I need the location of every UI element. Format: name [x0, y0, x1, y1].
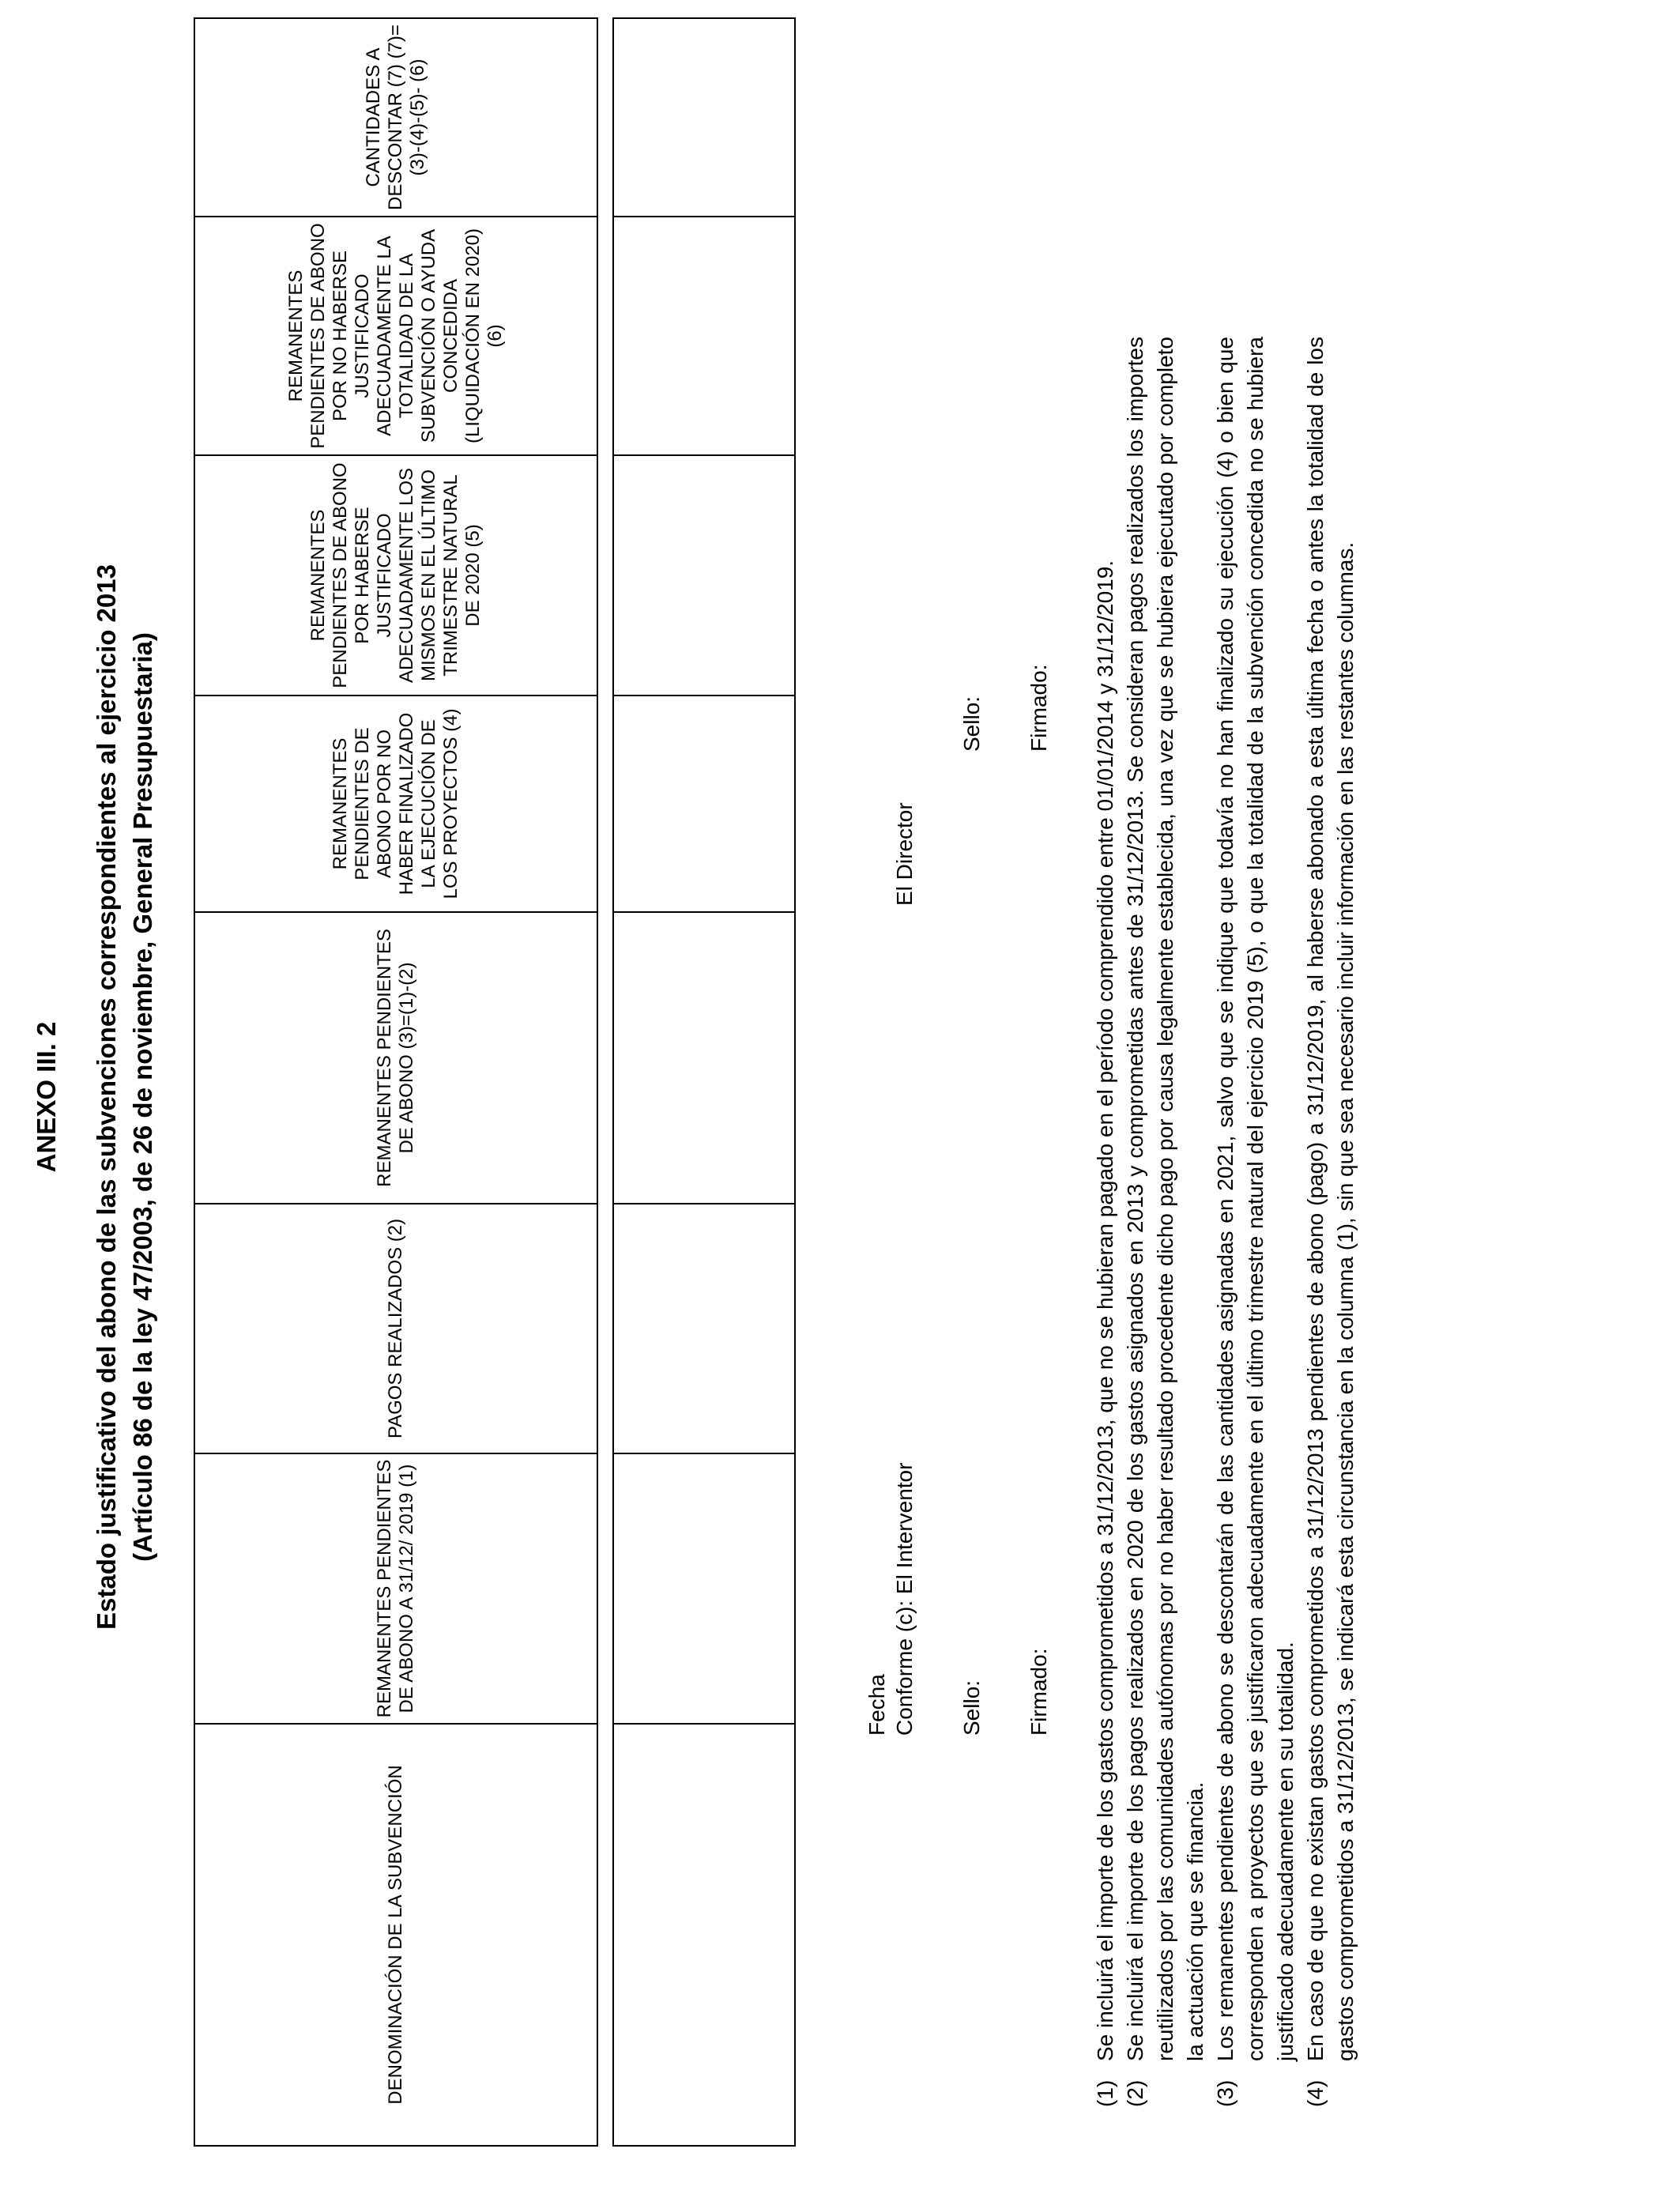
director-label: El Director — [892, 802, 917, 906]
table-row — [613, 18, 795, 2146]
table-cell[interactable] — [613, 217, 795, 455]
table-cell[interactable] — [613, 1204, 795, 1453]
title-line-1: Estado justificativo del abono de las subvenciones correspondientes al ejercicio 2013 — [92, 564, 121, 1630]
data-table — [612, 17, 796, 2147]
footnote — [1301, 337, 1361, 2107]
document-title — [89, 0, 161, 2194]
column-header: DENOMINACIÓN DE LA SUBVENCIÓN — [194, 1724, 597, 2146]
footnote — [1121, 337, 1211, 2107]
footnote — [1211, 337, 1301, 2107]
sello-label-left: Sello: — [959, 1679, 984, 1736]
column-header: REMANENTES PENDIENTES DE ABONO POR HABERSE JUSTIFICADO ADECUADAMENTE LOS MISMOS EN EL ÚLTIMO TRIMESTRE NATURAL DE 2020 (5) — [194, 455, 597, 696]
column-header: REMANENTES PENDIENTES DE ABONO A 31/12/ 2019 (1) — [194, 1453, 597, 1724]
column-header: CANTIDADES A DESCONTAR (7) (7)=(3)-(4)-(5)- (6) — [194, 18, 597, 217]
fecha-label: Fecha — [864, 1674, 889, 1736]
conforme-label: Conforme (c): El Interventor — [892, 1462, 917, 1736]
footnote-number: (2) — [1123, 2079, 1147, 2107]
footnote-text: Los remanentes pendientes de abono se descontarán de las cantidades asignadas en 2021, salvo que se indique que todavía no han finalizado su ejecución (4) o bien que corresponden a proyectos que se justificaron adecuadamente en el último trimestre natural del ejercicio 2019 (5), o que la totalidad de la subvención concedida no se hubiera justificado adecuadamente en su totalidad. — [1213, 337, 1298, 2061]
column-header: REMANENTES PENDIENTES DE ABONO (3)=(1)-(2) — [194, 912, 597, 1204]
footnote-text: Se incluirá el importe de los gastos comprometidos a 31/12/2013, que no se hubieran pagado en el período comprendido entre 01/01/2014 y 31/12/2019. — [1093, 560, 1117, 2061]
footnote-text: En caso de que no existan gastos comprometidos a 31/12/2013 pendientes de abono (pago) a 31/12/2019, al haberse abonado a esta última fecha o antes la totalidad de los gastos comprometidos a 31/12/2013, se indicará esta circunstancia en la columna (1), sin que sea necesario incluir información en las restantes columnas. — [1303, 337, 1358, 2061]
footnote-number: (1) — [1093, 2079, 1117, 2107]
table-cell[interactable] — [613, 912, 795, 1204]
footnote-number: (4) — [1303, 2079, 1328, 2107]
footnote-number: (3) — [1213, 2079, 1237, 2107]
column-header: REMANENTES PENDIENTES DE ABONO POR NO HABER FINALIZADO LA EJECUCIÓN DE LOS PROYECTOS (4) — [194, 696, 597, 912]
annex-title: ANEXO III. 2 — [32, 1021, 61, 1173]
firmado-label-left: Firmado: — [1026, 1648, 1051, 1736]
header-row — [194, 18, 597, 2146]
footnotes — [1090, 337, 1361, 2107]
table-cell[interactable] — [613, 696, 795, 912]
table-cell[interactable] — [613, 1453, 795, 1724]
table-cell[interactable] — [613, 455, 795, 696]
table-cell[interactable] — [613, 18, 795, 217]
table-cell[interactable] — [613, 1724, 795, 2146]
firmado-label-right: Firmado: — [1026, 664, 1051, 752]
header-table — [194, 17, 598, 2147]
column-header: REMANENTES PENDIENTES DE ABONO POR NO HABERSE JUSTIFICADO ADECUADAMENTE LA TOTALIDAD DE LA SUBVENCIÓN O AYUDA CONCEDIDA (LIQUIDACIÓN EN 2020) (6) — [194, 217, 597, 455]
footnote-text: Se incluirá el importe de los pagos realizados en 2020 de los gastos asignados en 2013 y comprometidas antes de 31/12/2013. Se consideran pagos realizados los importes reutilizados por las comunidades autónomas por no haber resultado procedente dicho pago por causa legalmente establecida, una vez que se hubiera ejecutado por completo la actuación que se financia. — [1123, 337, 1207, 2061]
sello-label-right: Sello: — [959, 696, 984, 752]
footnote — [1090, 337, 1121, 2107]
column-header: PAGOS REALIZADOS (2) — [194, 1204, 597, 1453]
title-line-2: (Artículo 86 de la ley 47/2003, de 26 de noviembre, General Presupuestaria) — [128, 632, 157, 1562]
